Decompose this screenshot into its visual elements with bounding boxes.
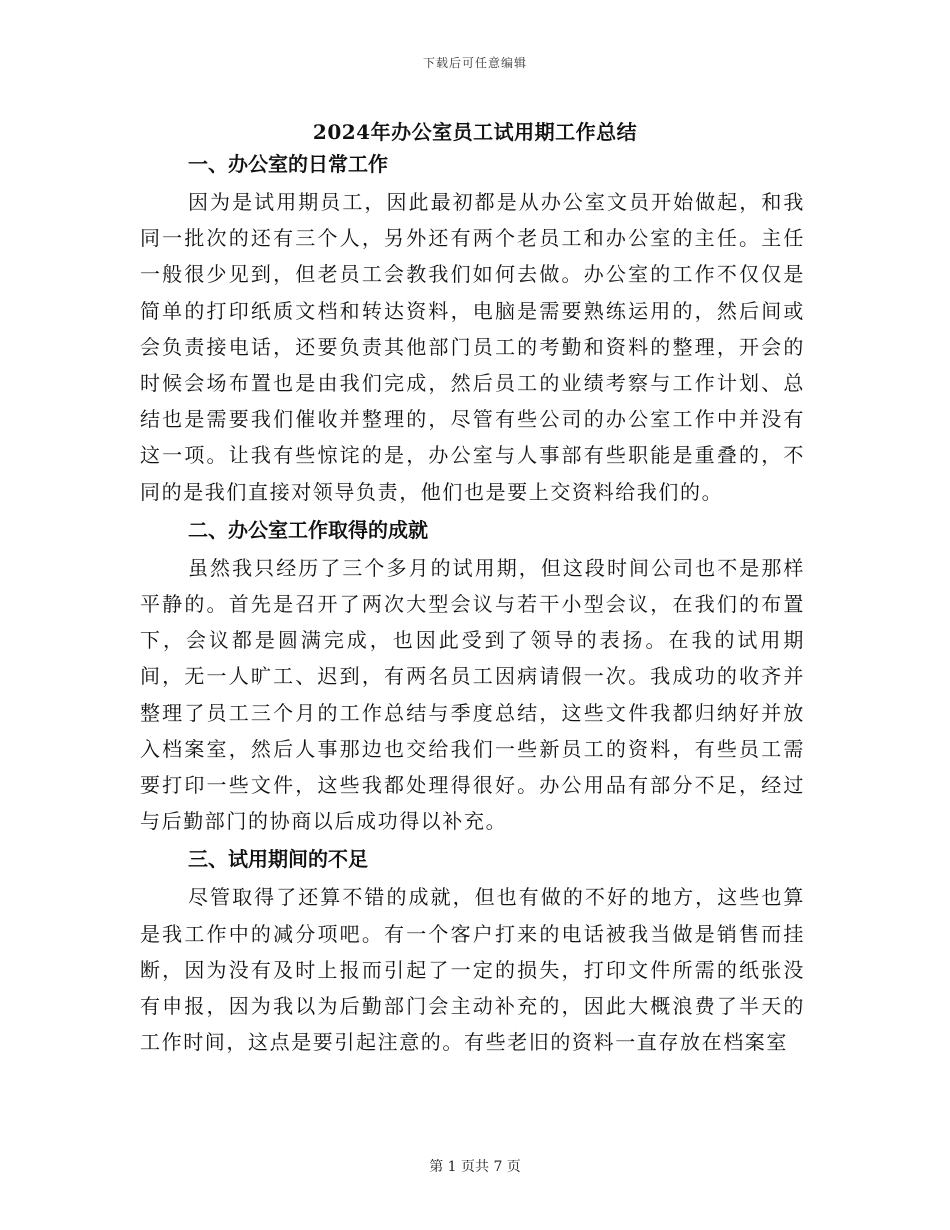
section-paragraph-shortcomings: 尽管取得了还算不错的成就，但也有做的不好的地方，这些也算是我工作中的减分项吧。有一个客户打来的电话被我当做是销售而挂断，因为没有及时上报而引起了一定的损失，打印文件所需的纸张没有申报，因为我以为后勤部门会主动补充的，因此大概浪费了半天的工作时间，这点是要引起注意的。有些老旧的资料一直存放在档案室 (140, 885, 805, 1055)
section-paragraph-daily-work: 因为是试用期员工，因此最初都是从办公室文员开始做起，和我同一批次的还有三个人，另外还有两个老员工和办公室的主任。主任一般很少见到，但老员工会教我们如何去做。办公室的工作不仅仅是简单的打印纸质文档和转达资料，电脑是需要熟练运用的，然后间或会负责接电话，还要负责其他部门员工的考勤和资料的整理，开会的时候会场布置也是由我们完成，然后员工的业绩考察与工作计划、总结也是需要我们催收并整理的，尽管有些公司的办公室工作中并没有这一项。让我有些惊诧的是，办公室与人事部有些职能是重叠的，不同的是我们直接对领导负责，他们也是要上交资料给我们的。 (140, 190, 805, 504)
section-heading-shortcomings: 三、试用期间的不足 (188, 847, 368, 872)
document-title: 2024年办公室员工试用期工作总结 (312, 120, 638, 144)
section-heading-achievements: 二、办公室工作取得的成就 (188, 517, 428, 542)
header-note: 下载后可任意编辑 (422, 56, 527, 70)
page-footer: 第 1 页共 7 页 (429, 1159, 521, 1175)
section-paragraph-achievements: 虽然我只经历了三个多月的试用期，但这段时间公司也不是那样平静的。首先是召开了两次大型会议与若干小型会议，在我们的布置下，会议都是圆满完成，也因此受到了领导的表扬。在我的试用期间，无一人旷工、迟到，有两名员工因病请假一次。我成功的收齐并整理了员工三个月的工作总结与季度总结，这些文件我都归纳好并放入档案室，然后人事那边也交给我们一些新员工的资料，有些员工需要打印一些文件，这些我都处理得很好。办公用品有部分不足，经过与后勤部门的协商以后成功得以补充。 (140, 555, 805, 834)
section-heading-daily-work: 一、办公室的日常工作 (188, 152, 388, 176)
document-body (140, 144, 805, 1060)
